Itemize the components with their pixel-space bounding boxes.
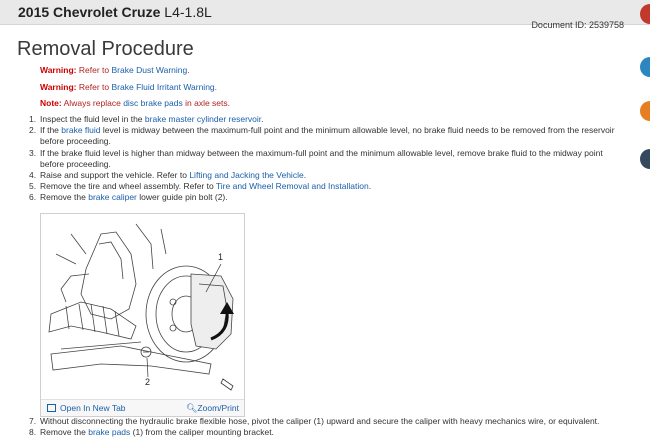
engine-subtitle: L4-1.8L (164, 4, 212, 20)
brake-fluid-link[interactable]: brake fluid (61, 125, 101, 136)
step-text-post: . (261, 114, 264, 124)
step-6 (29, 192, 619, 203)
step-text-post: . (368, 181, 372, 192)
step-number: 4. (29, 170, 37, 181)
procedure-steps (29, 114, 619, 204)
vehicle-title: 2015 Chevrolet Cruze (18, 4, 161, 20)
note-text-post: . (187, 65, 190, 75)
note-text: Always replace (63, 98, 121, 108)
step-text: Remove the (40, 427, 86, 438)
side-action-button-4[interactable] (640, 149, 650, 169)
step-text: Inspect the fluid level in the (40, 114, 143, 124)
note-text: Refer to (78, 65, 110, 75)
callout-1: 1 (218, 252, 224, 262)
step-4 (29, 170, 619, 181)
brake-dust-warning-link[interactable]: Brake Dust Warning (111, 65, 188, 75)
page-title: Removal Procedure (17, 38, 194, 60)
open-in-new-tab-button[interactable] (47, 403, 126, 413)
step-5 (29, 181, 619, 192)
brake-master-cylinder-reservoir-link[interactable]: brake master cylinder reservoir (144, 114, 262, 124)
step-text: If the (40, 125, 59, 136)
step-3 (29, 148, 619, 170)
brake-caliper-link[interactable]: brake caliper (88, 192, 137, 203)
step-text: Without disconnecting the hydraulic brake flexible hose, pivot the caliper (1) upward and secure the caliper with heavy mechanics wire, or equivalent. (40, 416, 600, 426)
warning-note-brake-dust (40, 65, 190, 75)
step-text-post: . (303, 170, 307, 181)
brake-pads-link[interactable]: brake pads (88, 427, 131, 438)
caliper-diagram (41, 214, 244, 400)
step-2 (29, 125, 619, 147)
step-text: Raise and support the vehicle. Refer to (40, 170, 187, 181)
document-id: Document ID: 2539758 (531, 20, 624, 30)
side-action-button-3[interactable] (640, 101, 650, 121)
step-number: 7. (29, 416, 37, 426)
lifting-and-jacking-link[interactable]: Lifting and Jacking the Vehicle (189, 170, 304, 181)
brake-fluid-irritant-warning-link[interactable]: Brake Fluid Irritant Warning (111, 82, 215, 92)
open-in-new-tab-label: Open In New Tab (60, 403, 126, 413)
step-7 (29, 416, 639, 427)
step-number: 5. (29, 181, 37, 192)
document-title (18, 4, 212, 20)
warning-label: Warning: (40, 65, 77, 75)
step-text-post: (1) from the caliper mounting bracket. (132, 427, 274, 438)
tire-and-wheel-removal-link[interactable]: Tire and Wheel Removal and Installation (215, 181, 369, 192)
note-text: Refer to (78, 82, 110, 92)
warning-label: Warning: (40, 82, 77, 92)
note-label: Note: (40, 98, 62, 108)
disc-brake-pads-link[interactable]: disc brake pads (123, 98, 183, 108)
open-tab-icon (47, 404, 56, 412)
step-number: 3. (29, 147, 37, 158)
note-text-post: . (214, 82, 218, 92)
step-1 (29, 114, 619, 125)
procedure-steps-continued (29, 416, 639, 438)
step-8 (29, 427, 639, 438)
note-text-post: in axle sets. (185, 98, 230, 108)
step-number: 8. (29, 427, 37, 438)
figure-toolbar (41, 399, 244, 416)
caliper-illustration (40, 213, 245, 417)
note-disc-brake-pads (40, 98, 230, 108)
step-number: 1. (29, 114, 37, 124)
zoom-print-button[interactable] (186, 403, 239, 414)
step-number: 6. (29, 192, 37, 203)
step-text-post: lower guide pin bolt (2). (139, 192, 228, 203)
step-number: 2. (29, 125, 37, 136)
step-text: If the brake fluid level is higher than midway between the maximum-full point and the minimum allowable level, remove brake fluid to the midway point before proceeding. (40, 147, 603, 169)
callout-2: 2 (145, 377, 151, 387)
magnifier-icon: 🔍︎ (185, 403, 198, 413)
step-text: Remove the tire and wheel assembly. Refer to (40, 181, 214, 192)
side-action-button-2[interactable] (640, 57, 650, 77)
step-text-post: level is midway between the maximum-full point and the minimum allowable level, no brake fluid needs to be removed from the reservoir before proceeding. (40, 125, 615, 147)
step-text: Remove the (40, 192, 86, 203)
warning-note-brake-fluid (40, 82, 217, 92)
zoom-print-label: Zoom/Print (197, 403, 239, 413)
